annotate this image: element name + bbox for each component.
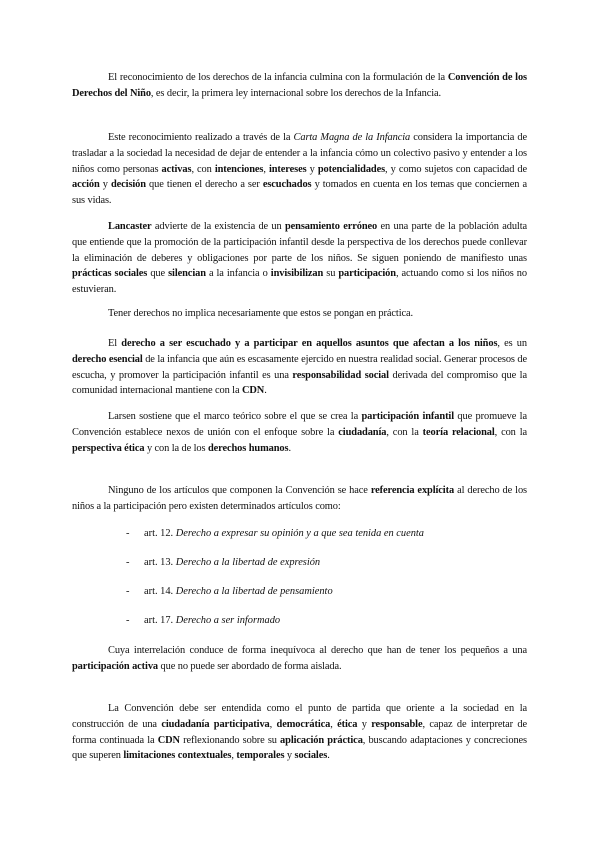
bold-term: ética — [337, 718, 358, 730]
bold-term: teoría relacional — [422, 426, 495, 438]
bold-term: prácticas sociales — [72, 268, 148, 280]
bold-term: decisión — [110, 179, 146, 191]
bold-term: aplicación práctica — [280, 734, 363, 746]
paragraph-lancaster — [72, 219, 527, 298]
text-run: que promueve la Convención establece nexos de unión con el enfoque sobre la — [72, 411, 527, 438]
bold-term: invisibilizan — [270, 268, 324, 280]
text-run: que no puede ser abordado de forma aislada. — [158, 660, 342, 672]
text-run: , — [269, 718, 277, 730]
article-number: art. 13. — [144, 557, 176, 568]
text-run: Ninguno de los artículos que componen la Convención se hace — [108, 485, 371, 496]
article-description: Derecho a expresar su opinión y a que sea tenida en cuenta — [175, 528, 425, 539]
text-run: , es un — [497, 338, 527, 349]
text-run: , actuando como si los niños no estuvieran. — [72, 268, 527, 296]
text-run: que — [147, 268, 169, 280]
bold-term: potencialidades — [317, 163, 386, 175]
text-run: , con — [191, 163, 215, 175]
bold-term: silencian — [168, 268, 206, 280]
bold-term: ciudadanía participativa — [161, 718, 270, 730]
bold-term: CDN — [241, 385, 265, 397]
bold-term: responsable — [371, 718, 423, 730]
article-number: art. 12. — [144, 528, 176, 539]
article-number: art. 17. — [144, 615, 176, 626]
list-item — [126, 526, 526, 542]
text-run: . — [327, 750, 330, 762]
text-run: en una parte de la población adulta que entiende que la promoción de la participación infantil desde la perspectiva de los derechos puede conllevar la eliminación de deberes y obligaciones por parte de los niños. Se siguen poniendo de manifiesto unas — [72, 221, 528, 264]
bold-term: participación infantil — [361, 411, 455, 422]
text-run: , con la — [386, 426, 423, 438]
text-run: . — [288, 442, 291, 454]
paragraph-carta-magna — [72, 130, 527, 209]
text-run: derivada del compromiso que la comunidad internacional mantiene con la — [72, 369, 527, 397]
bold-term: intereses — [268, 163, 307, 175]
bold-term: responsabilidad social — [292, 369, 389, 381]
text-run: , capaz de interpretar de forma continuada la — [72, 718, 527, 746]
paragraph-ninguno-articulos — [72, 483, 527, 515]
paragraph-interrelacion — [72, 643, 527, 675]
bold-term: derechos humanos — [207, 442, 289, 454]
bullet-dash: - — [126, 528, 130, 539]
text-run: al derecho de los niños a la participación pero existen determinados artículos como: — [72, 485, 527, 512]
text-run: considera la importancia de trasladar a la sociedad la necesidad de dejar de entender a la infancia cómo un colectivo pasivo y entender a los niños como personas — [72, 132, 528, 175]
bold-term: escuchados — [262, 179, 312, 191]
list-item — [126, 555, 526, 571]
bold-term: democrática — [276, 718, 331, 730]
paragraph-convencion-punto-partida — [72, 701, 527, 764]
text-run: y tomados en cuenta en los temas que conciernen a sus vidas. — [72, 179, 527, 207]
bold-term: ciudadanía — [338, 426, 387, 438]
text-run: que tienen el derecho a ser — [145, 179, 263, 191]
text-run: y — [357, 718, 372, 730]
paragraph-convention-intro — [72, 70, 527, 102]
italic-term: Carta Magna de la Infancia — [293, 132, 411, 143]
list-item — [126, 584, 526, 600]
text-run: Larsen sostiene que el marco teórico sobre el que se crea la — [108, 411, 362, 422]
text-run: , con la — [494, 426, 527, 438]
text-run: La Convención debe ser entendida como el punto de partida que oriente a la sociedad en la construcción de una — [72, 703, 527, 730]
article-number: art. 14. — [144, 586, 176, 597]
bullet-dash: - — [126, 557, 130, 568]
article-description: Derecho a la libertad de pensamiento — [175, 586, 333, 597]
paragraph-tener-derechos — [72, 306, 527, 322]
bold-term: activas — [161, 163, 192, 175]
list-item — [126, 613, 526, 629]
bold-term: intenciones — [214, 163, 264, 175]
paragraph-larsen — [72, 409, 527, 456]
bold-term: Lancaster — [108, 221, 152, 232]
text-run: y — [306, 163, 318, 175]
bold-term: perspectiva ética — [72, 442, 145, 454]
text-run: Este reconocimiento realizado a través de la — [108, 132, 294, 143]
bold-term: Convención de los Derechos del Niño — [72, 72, 527, 99]
bold-term: sociales — [294, 750, 328, 762]
bold-term: participación activa — [72, 660, 159, 672]
bullet-dash: - — [126, 586, 130, 597]
text-run: y con la de los — [144, 442, 208, 454]
text-run: , es decir, la primera ley internacional sobre los derechos de la Infancia. — [150, 87, 442, 99]
text-run: , — [231, 750, 237, 762]
text-run: su — [323, 268, 339, 280]
text-run: . — [264, 385, 267, 397]
text-run: reflexionando sobre su — [179, 734, 281, 746]
text-run: El — [108, 338, 122, 349]
text-run: y — [284, 750, 295, 762]
text-run: Cuya interrelación conduce de forma inequívoca al derecho que han de tener los pequeños a una — [108, 645, 527, 656]
text-run: , — [263, 163, 269, 175]
article-description: Derecho a la libertad de expresión — [175, 557, 321, 568]
text-run: y — [99, 179, 111, 191]
bold-term: limitaciones contextuales — [123, 750, 232, 762]
bold-term: derecho esencial — [72, 353, 143, 365]
text-run: advierte de la existencia de un — [151, 221, 285, 232]
bold-term: referencia explícita — [370, 485, 455, 496]
bold-term: pensamiento erróneo — [284, 221, 378, 232]
bold-term: derecho a ser escuchado y a participar en aquellos asuntos que afectan a los niños — [121, 338, 498, 349]
bold-term: acción — [72, 179, 100, 191]
text-run: , y como sujetos con capacidad de — [385, 163, 527, 175]
text-run: El reconocimiento de los derechos de la infancia culmina con la formulación de la — [108, 72, 448, 83]
text-run: de la infancia que aún es escasamente ejercido en nuestra realidad social. Generar procesos de escucha, y promover la participación infantil es una — [72, 353, 527, 381]
paragraph-derecho-escuchado — [72, 336, 527, 399]
bold-term: participación — [338, 268, 396, 280]
text-run: Tener derechos no implica necesariamente que estos se pongan en práctica. — [108, 308, 413, 319]
text-run: a la infancia o — [205, 268, 271, 280]
bold-term: temporales — [236, 750, 285, 762]
bullet-dash: - — [126, 615, 130, 626]
bold-term: CDN — [157, 734, 180, 746]
article-description: Derecho a ser informado — [175, 615, 281, 626]
text-run: , — [330, 718, 338, 730]
text-run: , buscando adaptaciones y concreciones que superen — [72, 734, 527, 762]
